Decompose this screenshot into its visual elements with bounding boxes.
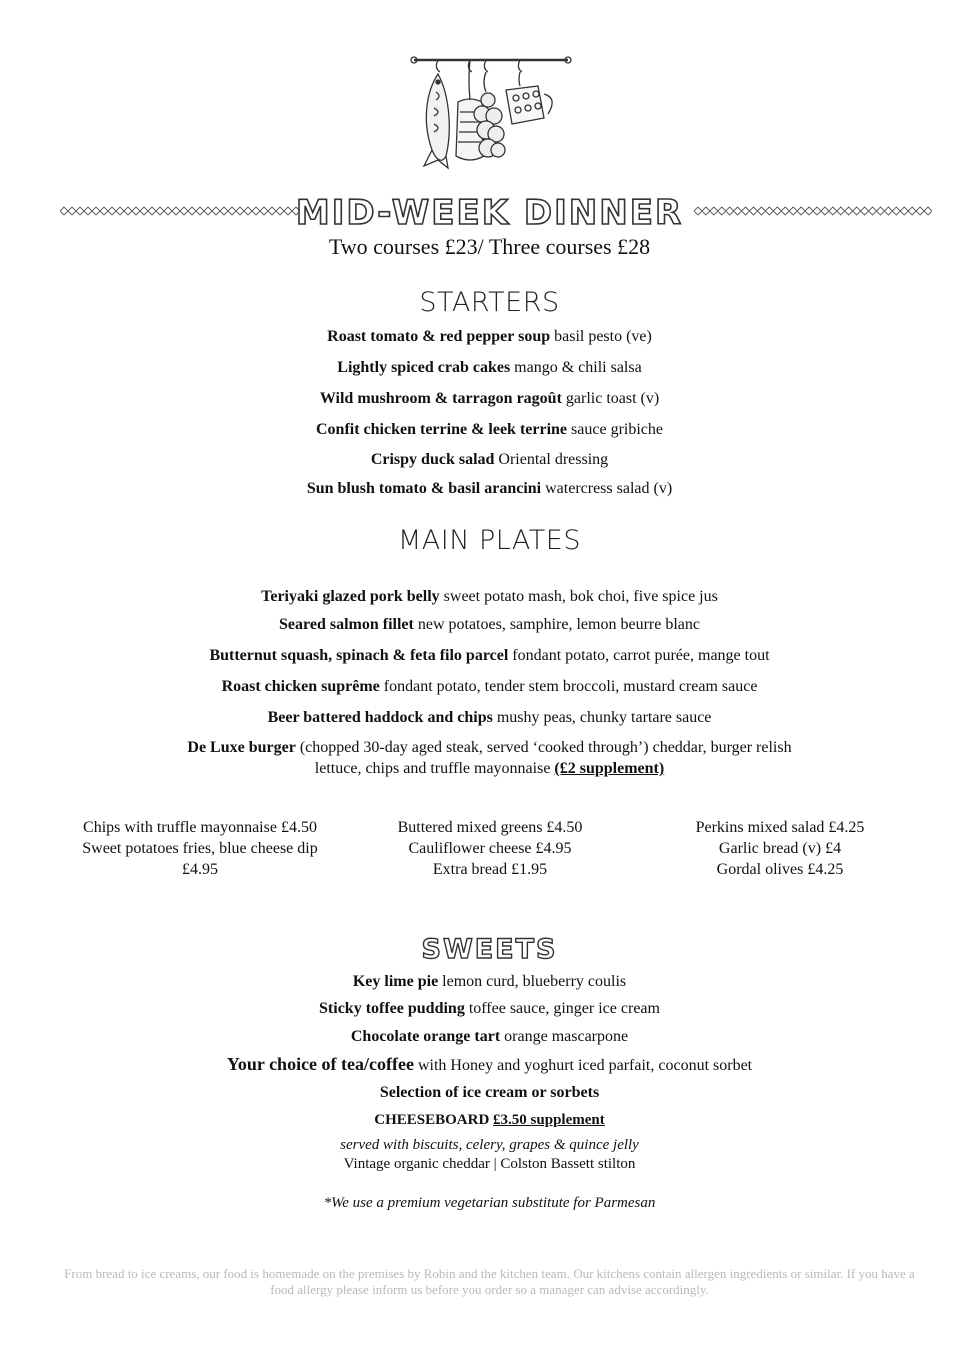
cheeseboard-served: served with biscuits, celery, grapes & quince jelly [340, 1137, 639, 1153]
dish-name: Roast tomato & red pepper soup [327, 328, 551, 345]
dish-name: Chocolate orange tart [350, 1028, 501, 1045]
side-item: £4.95 [182, 861, 218, 878]
dish-name: De Luxe burger [187, 739, 296, 756]
sweet-item [0, 1083, 979, 1103]
sides-column-1 [60, 817, 340, 880]
cheeseboard-label: CHEESEBOARD [374, 1112, 490, 1128]
main-item [0, 615, 979, 635]
main-item [0, 677, 979, 697]
dish-name: Beer battered haddock and chips [267, 709, 493, 726]
dish-name: Confit chicken terrine & leek terrine [316, 421, 568, 438]
sweet-item [0, 999, 979, 1019]
starter-item [0, 450, 979, 470]
dish-name: Selection of ice cream or sorbets [379, 1084, 600, 1101]
dish-desc: watercress salad (v) [545, 480, 673, 497]
dish-name: Crispy duck salad [370, 451, 495, 468]
dish-desc: orange mascarpone [504, 1028, 629, 1045]
dish-desc: mushy peas, chunky tartare sauce [496, 709, 712, 726]
side-item: Sweet potatoes fries, blue cheese dip [82, 840, 318, 857]
starter-item [0, 327, 979, 347]
dish-desc: toffee sauce, ginger ice cream [468, 1000, 660, 1017]
dish-name: Teriyaki glazed pork belly [261, 588, 440, 605]
starter-item [0, 479, 979, 499]
side-item: Cauliflower cheese £4.95 [408, 840, 572, 857]
dish-desc: fondant potato, carrot purée, mange tout [512, 647, 770, 664]
side-item: Gordal olives £4.25 [716, 861, 844, 878]
dish-desc: basil pesto (ve) [554, 328, 652, 345]
dish-name: Seared salmon fillet [279, 616, 414, 633]
allergen-footer: From bread to ice creams, our food is homemade on the premises by Robin and the kitchen team. Our kitchens contain allergen ingredients or similar. If you have a food allergy please inform us before you order so a manager can advise accordingly. [64, 1266, 915, 1297]
dish-name: Roast chicken suprême [221, 678, 380, 695]
menu-title: MID-WEEK DINNER [295, 193, 684, 233]
main-item [0, 646, 979, 666]
dish-desc: lettuce, chips and truffle mayonnaise [314, 760, 551, 777]
dish-name: Your choice of tea/coffee [226, 1054, 414, 1074]
dish-desc: (chopped 30-day aged steak, served ‘cooked through’) cheddar, burger relish [299, 739, 792, 756]
dish-name: Wild mushroom & tarragon ragoût [319, 390, 562, 407]
dish-name: Sticky toffee pudding [319, 1000, 465, 1017]
dish-name: Lightly spiced crab cakes [337, 359, 511, 376]
dish-desc: Oriental dressing [498, 451, 609, 468]
side-item: Extra bread £1.95 [432, 861, 548, 878]
dish-desc: new potatoes, samphire, lemon beurre blanc [417, 616, 700, 633]
mains-heading: MAIN PLATES [397, 525, 582, 556]
sweet-item [0, 972, 979, 992]
dish-desc: with Honey and yoghurt iced parfait, coconut sorbet [417, 1057, 753, 1074]
parmesan-note: *We use a premium vegetarian substitute for Parmesan [323, 1195, 656, 1211]
side-item: Chips with truffle mayonnaise £4.50 [83, 819, 317, 836]
sides-column-3 [660, 817, 900, 880]
dish-desc: sweet potato mash, bok choi, five spice jus [443, 588, 718, 605]
menu-pricing: Two courses £23/ Three courses £28 [328, 234, 651, 259]
sides-column-2 [360, 817, 620, 880]
dish-desc: sauce gribiche [571, 421, 663, 438]
sweet-item [0, 1027, 979, 1047]
sweets-heading: SWEETS [421, 934, 558, 965]
starter-item [0, 358, 979, 378]
supplement-note: (£2 supplement) [554, 760, 665, 777]
side-item: Buttered mixed greens £4.50 [397, 819, 583, 836]
main-item [0, 587, 979, 607]
starter-item [0, 389, 979, 409]
main-item [0, 738, 979, 758]
side-item: Garlic bread (v) £4 [718, 840, 842, 857]
sweet-item [0, 1054, 979, 1076]
cheeseboard-cheeses: Vintage organic cheddar | Colston Bassett stilton [343, 1156, 636, 1172]
dish-name: Key lime pie [352, 973, 439, 990]
starter-item [0, 420, 979, 440]
kitchen-rail-illustration [408, 52, 574, 172]
side-item: Perkins mixed salad £4.25 [695, 819, 865, 836]
dish-name: Sun blush tomato & basil arancini [306, 480, 542, 497]
dish-name: Butternut squash, spinach & feta filo parcel [209, 647, 509, 664]
cheeseboard [0, 1110, 979, 1130]
cheeseboard-supplement: £3.50 supplement [493, 1112, 605, 1128]
dish-desc: lemon curd, blueberry coulis [442, 973, 627, 990]
dish-desc: fondant potato, tender stem broccoli, mustard cream sauce [383, 678, 758, 695]
starters-heading: STARTERS [419, 287, 560, 318]
main-item-continued [0, 759, 979, 779]
dish-desc: mango & chili salsa [514, 359, 642, 376]
dish-desc: garlic toast (v) [565, 390, 660, 407]
main-item [0, 708, 979, 728]
